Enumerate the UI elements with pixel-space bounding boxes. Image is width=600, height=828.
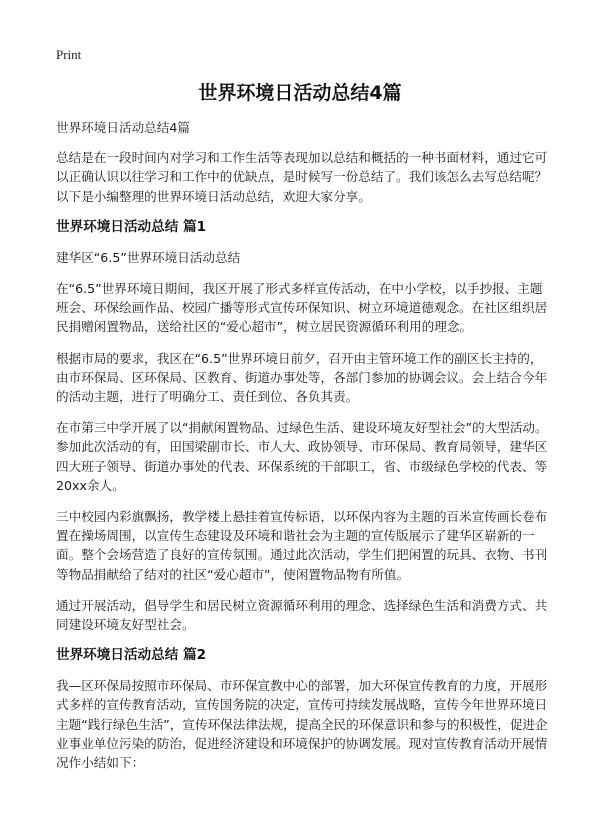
document-body: [56, 118, 550, 784]
intro-paragraph: 总结是在一段时间内对学习和工作生活等表现加以总结和概括的一种书面材料，通过它可以正确认识以往学习和工作中的优缺点，是时候写一份总结了。我们该怎么去写总结呢？以下是小编整理的世界环境日活动总结，欢迎大家分享。: [56, 150, 548, 204]
section-1-paragraph: 通过开展活动，倡导学生和居民树立资源循环利用的理念、选择绿色生活和消费方式、共同建设环境友好型社会。: [56, 597, 548, 633]
document-title: 世界环境日活动总结4篇: [198, 82, 402, 104]
section-2-paragraph: 我—区环保局按照市环保局、市环保宣教中心的部署，加大环保宣传教育的力度，开展形式多样的宣传教育活动，宣传国务院的决定，宣传可持续发展战略，宣传今年世界环境日主题“践行绿色生活”，宣传环保法律法规，提高全民的环保意识和参与的积极性，促进企业事业单位污染的防治，促进经济建设和环境保护的协调发展。现对宣传教育活动开展情况作小结如下：: [56, 678, 548, 771]
section-1-paragraph: 在市第三中学开展了以“捐献闲置物品、过绿色生活、建设环境友好型社会”的大型活动。参加此次活动的有，田国梁副市长、市人大、政协领导、市环保局、教育局领导，建华区四大班子领导、街道办事处的代表、环保系统的干部职工，省、市级绿色学校的代表、等20xx余人。: [56, 420, 548, 493]
section-1-lead: 建华区“6.5”世界环境日活动总结: [56, 249, 241, 265]
section-1-paragraph: 三中校园内彩旗飘扬，教学楼上悬挂着宣传标语，以环保内容为主题的百米宣传画长卷布置在操场周围，以宣传生态建设及环境和谐社会为主题的宣传版展示了建华区崭新的一面。整个会场营造了良好的宣传氛围。通过此次活动，学生们把闲置的玩具、衣物、书刊等物品捐献给了结对的社区“爱心超市”，使闲置物品物有所值。: [56, 509, 548, 582]
print-link[interactable]: Print: [56, 47, 82, 62]
section-1-heading: 世界环境日活动总结 篇1: [56, 218, 207, 235]
document-subtitle: 世界环境日活动总结4篇: [56, 120, 190, 135]
section-1-paragraph: 在“6.5”世界环境日期间，我区开展了形式多样宣传活动，在中小学校，以手抄报、主题班会、环保绘画作品、校园广播等形式宣传环保知识、树立环境道德观念。在社区组织居民捐赠闲置物品，送给社区的“爱心超市”，树立居民资源循环利用的理念。: [56, 281, 548, 335]
section-2-heading: 世界环境日活动总结 篇2: [56, 647, 207, 664]
section-1-paragraph: 根据市局的要求，我区在“6.5”世界环境日前夕，召开由主管环境工作的副区长主持的，由市环保局、区环保局、区教育、街道办事处等，各部门参加的协调会议。会上结合今年的活动主题，进行了明确分工、责任到位、各负其责。: [56, 350, 548, 405]
